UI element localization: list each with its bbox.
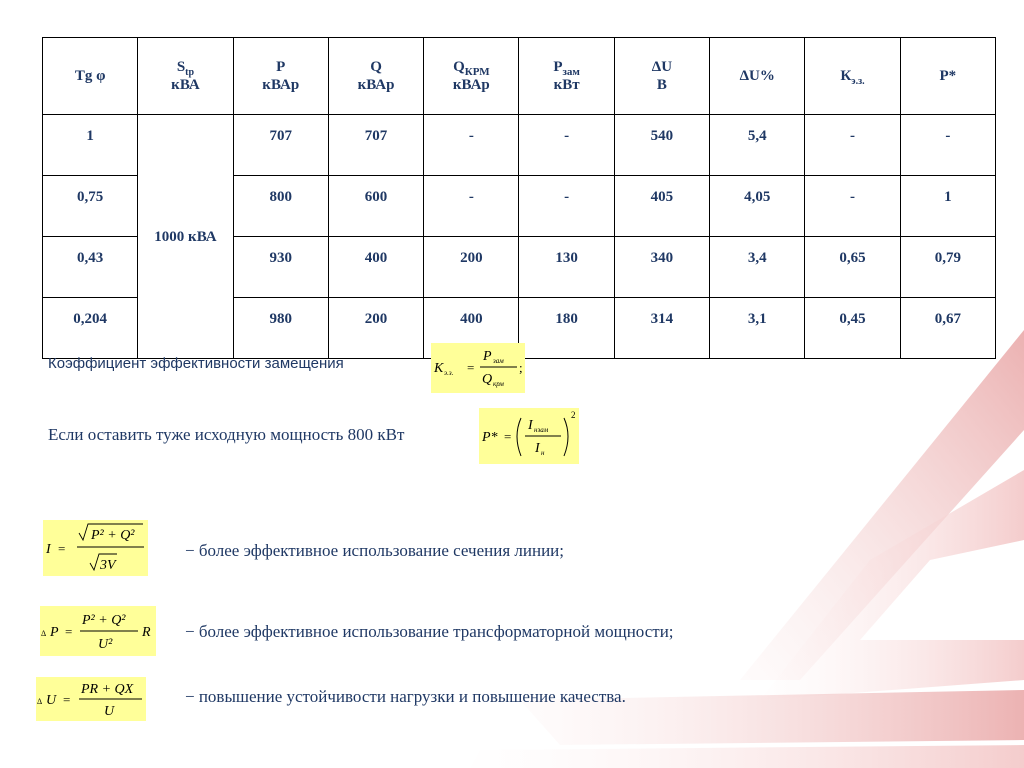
pstar-den-sub: н (541, 449, 545, 457)
table-cell: 4,05 (710, 176, 805, 237)
table-cell: - (424, 176, 519, 237)
dp-formula (40, 606, 156, 656)
du-formula (36, 677, 146, 721)
du-eq: = (63, 692, 71, 707)
pstar-num: I (528, 418, 533, 433)
pstar-formula (479, 408, 579, 464)
pstar-eq: = (504, 429, 512, 444)
table-cell: - (805, 176, 900, 237)
header-du-percent: ΔU% (710, 38, 805, 115)
table-cell: 340 (614, 237, 709, 298)
table-header-row (43, 38, 996, 115)
pstar-den: I (535, 441, 540, 456)
kez-eq: = (467, 360, 475, 375)
table-cell: 800 (233, 176, 328, 237)
table-cell: 314 (614, 298, 709, 359)
table-cell: 400 (328, 237, 423, 298)
table-cell: 0,79 (900, 237, 995, 298)
merged-s-cell: 1000 кВА (138, 115, 233, 359)
header-pstar: P* (900, 38, 995, 115)
table-cell: 3,4 (710, 237, 805, 298)
dp-den: U² (98, 637, 113, 652)
header-du: ΔU В (614, 38, 709, 115)
table-cell: 405 (614, 176, 709, 237)
benefit-line-2: − более эффективное использование трансформаторной мощности; (185, 622, 674, 641)
table-cell: - (900, 115, 995, 176)
dp-tail: R (142, 625, 151, 640)
header-kez: $К_{э.з.}$ (805, 38, 900, 115)
table-cell: 0,65 (805, 237, 900, 298)
current-den: 3V (100, 558, 116, 573)
kez-tail: ; (519, 360, 523, 375)
table-cell: 707 (328, 115, 423, 176)
table-cell: - (519, 176, 614, 237)
du-lhs: U (46, 693, 57, 708)
kez-num: P (483, 349, 492, 364)
dp-eq: = (65, 624, 73, 639)
table-cell: 1 (900, 176, 995, 237)
current-lhs: I (46, 542, 51, 557)
current-formula (43, 520, 148, 576)
table-cell: 3,1 (710, 298, 805, 359)
kez-lhs: K (434, 361, 444, 376)
table-cell: - (805, 115, 900, 176)
du-num: PR + QX (81, 682, 134, 697)
benefit-line-1: − более эффективное использование сечения линии; (185, 541, 564, 560)
table-cell: 600 (328, 176, 423, 237)
header-s: $S_{tp}$ кВА (138, 38, 233, 115)
table-cell: 980 (233, 298, 328, 359)
coef-label: Коэффициент эффективности замещения (48, 355, 344, 372)
du-delta: Δ (37, 697, 43, 706)
pstar-lhs: P* (482, 430, 498, 445)
benefit-line-3: − повышение устойчивости нагрузки и повышение качества. (185, 687, 626, 706)
table-cell: 0,45 (805, 298, 900, 359)
table-cell: 200 (424, 237, 519, 298)
pstar-exp: 2 (571, 410, 576, 420)
table-cell: 1 (43, 115, 138, 176)
header-tg: Tg φ (43, 38, 138, 115)
power-label: Если оставить туже исходную мощность 800 кВт (48, 425, 405, 444)
table-cell: 0,204 (43, 298, 138, 359)
table-cell: 180 (519, 298, 614, 359)
kez-formula (431, 343, 525, 393)
table-cell: 930 (233, 237, 328, 298)
dp-num: P² + Q² (82, 613, 126, 628)
header-qkrm: $Q_{КРМ}$ кВАр (424, 38, 519, 115)
table-cell: 400 (424, 298, 519, 359)
table-cell: 540 (614, 115, 709, 176)
table-cell: 0,43 (43, 237, 138, 298)
current-num: P² + Q² (91, 528, 135, 543)
header-pzam: $P_{зам}$ кВт (519, 38, 614, 115)
table-cell: - (519, 115, 614, 176)
header-q: Q кВАр (328, 38, 423, 115)
dp-lhs: P (50, 625, 59, 640)
table-cell: 130 (519, 237, 614, 298)
pstar-num-sub: нзам (534, 426, 549, 434)
current-eq: = (58, 541, 66, 556)
header-p: P кВАр (233, 38, 328, 115)
table-cell: 200 (328, 298, 423, 359)
table-row (43, 115, 996, 176)
kez-den-sub: крм (493, 380, 504, 388)
table-cell: 707 (233, 115, 328, 176)
table-cell: - (424, 115, 519, 176)
kez-num-sub: зам (493, 357, 504, 365)
power-table (42, 37, 996, 359)
table-cell: 0,67 (900, 298, 995, 359)
kez-den: Q (482, 372, 493, 387)
dp-delta: Δ (41, 629, 47, 638)
table-cell: 5,4 (710, 115, 805, 176)
table-cell: 0,75 (43, 176, 138, 237)
kez-lhs-sub: э.з. (444, 369, 454, 377)
du-den: U (104, 704, 115, 719)
